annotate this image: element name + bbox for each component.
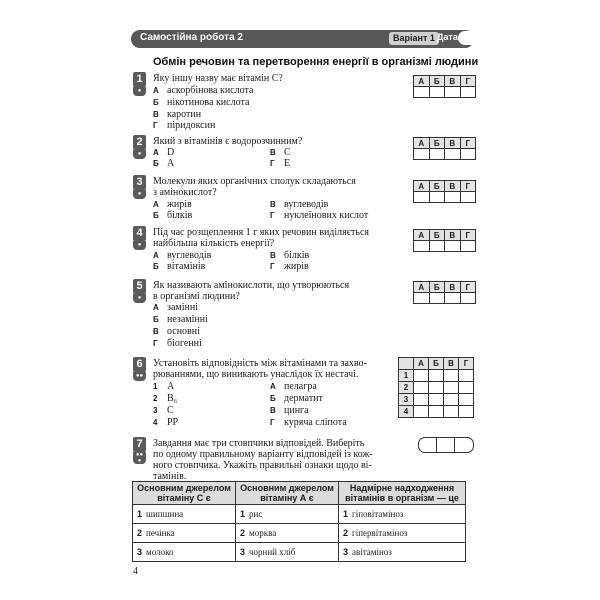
question-number: 3 (133, 175, 146, 190)
vitamins-table: Основним джерелом вітаміну С є Основним джерелом вітаміну А є Надмірне надходження вітамінів в організм — це 1 шипшина 1 рис 1 гіповітаміноз 2 печінка 2 морква 2 гіпервітаміноз 3 молоко 3 чорний хліб 3 авітаміноз (132, 481, 466, 562)
answer-cell[interactable] (429, 406, 444, 418)
answer-cell[interactable] (444, 406, 459, 418)
vitamin-item: 3 C (153, 405, 174, 416)
question-number: 5 (133, 279, 146, 294)
answer-cell[interactable] (414, 406, 429, 418)
answer-cell[interactable] (429, 192, 445, 203)
answer-option: В каротин (153, 109, 202, 120)
answer-cell[interactable] (429, 241, 445, 252)
grade-field[interactable] (579, 31, 600, 45)
answer-option: Г піридоксин (153, 120, 216, 131)
answer-cell[interactable] (414, 192, 430, 203)
disease-item: Г куряча сліпота (270, 417, 347, 428)
answer-option: А жирів (153, 199, 192, 210)
answer-option: А аскорбінова кислота (153, 85, 254, 96)
difficulty-dots-icon: ● (133, 241, 146, 250)
answer-grid: А Б В Г (413, 75, 476, 98)
answer-cell[interactable] (444, 394, 459, 406)
answer-cell[interactable] (460, 149, 476, 160)
answer-cell[interactable] (429, 382, 444, 394)
answer-cell[interactable] (429, 394, 444, 406)
worksheet-title: Обмін речовин та перетворення енергії в організмі людини (153, 56, 479, 68)
answer-option: В основні (153, 326, 200, 337)
difficulty-dots-icon: ●● ● (133, 452, 146, 464)
page-number: 4 (133, 566, 138, 577)
answer-cell[interactable] (459, 394, 474, 406)
question-text: Завдання має три стовпчики відповідей. Виберіть по одному правильному варіанту відповідей із кож- ного стовпчика. Укажіть правильні ознаки щодо ві- тамінів. (153, 438, 373, 482)
difficulty-dots-icon: ● (133, 150, 146, 159)
answer-cell[interactable] (414, 370, 429, 382)
difficulty-dots-icon: ● (133, 87, 146, 96)
disease-item: В цинга (270, 405, 309, 416)
difficulty-dots-icon: ●● (133, 372, 146, 381)
answer-cell[interactable] (414, 149, 430, 160)
table-row: 2 печінка 2 морква 2 гіпервітаміноз (133, 524, 466, 543)
date-label: Дата (437, 32, 458, 42)
matching-grid: А Б В Г 1 2 3 4 (398, 357, 474, 418)
question-number: 4 (133, 226, 146, 241)
answer-cell[interactable] (414, 87, 430, 98)
question-number: 1 (133, 72, 146, 87)
vitamin-item: 2 B₆ (153, 393, 178, 404)
answer-cell[interactable] (444, 382, 459, 394)
answer-option: А вуглеводів (153, 250, 212, 261)
answer-grid: А Б В Г (413, 137, 476, 160)
answer-cell[interactable] (429, 149, 445, 160)
answer-cell[interactable] (459, 370, 474, 382)
answer-cell[interactable] (414, 293, 430, 304)
answer-option: Б білків (153, 210, 193, 221)
question-number: 7 (133, 437, 146, 452)
table-row: 3 молоко 3 чорний хліб 3 авітаміноз (133, 543, 466, 562)
variant-badge: Варіант 1 (389, 32, 439, 45)
difficulty-dots-icon: ● (133, 294, 146, 303)
vitamin-item: 1 A (153, 381, 175, 392)
disease-item: А пелагра (270, 381, 317, 392)
answer-cell[interactable] (445, 149, 461, 160)
answer-cell[interactable] (445, 87, 461, 98)
question-number: 6 (133, 357, 146, 372)
answer-option: Б нікотинова кислота (153, 97, 250, 108)
answer-option: Г біогенні (153, 338, 202, 349)
answer-cell[interactable] (414, 394, 429, 406)
answer-cell[interactable] (459, 382, 474, 394)
answer-cell[interactable] (460, 293, 476, 304)
answer-option: Б А (153, 158, 175, 169)
answer-option: В С (270, 147, 291, 158)
answer-option: Б вітамінів (153, 261, 206, 272)
question-text: Який з вітамінів є водорозчинним? (153, 136, 303, 147)
disease-item: Б дерматит (270, 393, 323, 404)
answer-option: В вуглеводів (270, 199, 329, 210)
grade-label: Оцінка (546, 32, 576, 42)
answer-option: Б незамінні (153, 314, 208, 325)
answer-cell[interactable] (445, 293, 461, 304)
answer-cell[interactable] (444, 370, 459, 382)
answer-grid: А Б В Г (413, 229, 476, 252)
answer-option: Г жирів (270, 261, 309, 272)
answer-cell[interactable] (429, 87, 445, 98)
answer-option: В білків (270, 250, 310, 261)
answer-grid: А Б В Г (413, 180, 476, 203)
question-number: 2 (133, 135, 146, 150)
question-text: Як називають амінокислоти, що утворюються в організмі людини? (153, 280, 350, 302)
answer-cell[interactable] (460, 192, 476, 203)
answer-cell[interactable] (445, 241, 461, 252)
work-title: Самостійна робота 2 (140, 32, 243, 43)
date-field[interactable] (458, 31, 540, 45)
answer-option: Г нуклеїнових кислот (270, 210, 369, 221)
answer-cell[interactable] (414, 382, 429, 394)
header-bar (131, 30, 576, 48)
answer-cell[interactable] (460, 241, 476, 252)
answer-option: А D (153, 147, 175, 158)
answer-cell[interactable] (460, 87, 476, 98)
answer-cell[interactable] (459, 406, 474, 418)
answer-cell[interactable] (429, 293, 445, 304)
answer-option: Г Е (270, 158, 291, 169)
difficulty-dots-icon: ● (133, 190, 146, 199)
answer-grid: А Б В Г (413, 281, 476, 304)
answer-cell[interactable] (445, 192, 461, 203)
answer-option: А замінні (153, 302, 198, 313)
answer-box[interactable] (418, 437, 474, 453)
question-text: Молекули яких органічних сполук складаються з амінокислот? (153, 176, 356, 198)
question-text: Під час розщеплення 1 г яких речовин виділяється найбільша кількість енергії? (153, 227, 370, 249)
question-text: Установіть відповідність між вітамінами та захво- рюваннями, що виникають унаслідок їх нестачі. (153, 358, 367, 380)
vitamin-item: 4 PP (153, 417, 179, 428)
question-text: Яку іншу назву має вітамін С? (153, 73, 283, 84)
answer-cell[interactable] (429, 370, 444, 382)
table-row: 1 шипшина 1 рис 1 гіповітаміноз (133, 505, 466, 524)
answer-cell[interactable] (414, 241, 430, 252)
